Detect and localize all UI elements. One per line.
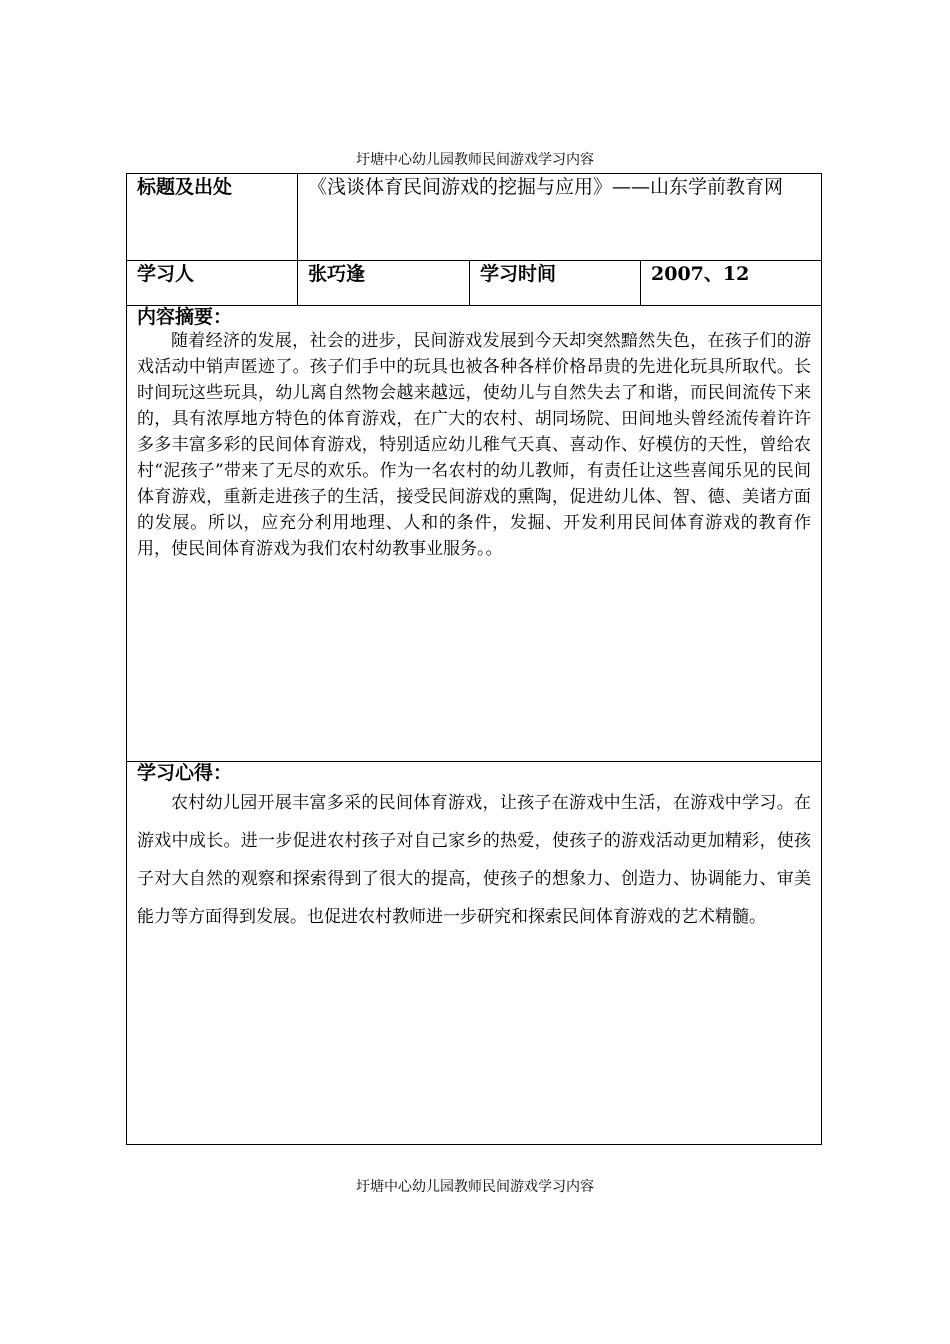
summary-text: 随着经济的发展，社会的进步，民间游戏发展到今天却突然黯然失色，在孩子们的游戏活动中销声匿迹了。孩子们手中的玩具也被各种各样价格昂贵的先进化玩具所取代。长时间玩这些玩具，幼儿离自然物会越来越远，使幼儿与自然失去了和谐，而民间流传下来的，具有浓厚地方特色的体育游戏，在广大的农村、胡同场院、田间地头曾经流传着许许多多丰富多彩的民间体育游戏，特别适应幼儿稚气天真、喜动作、好模仿的天性，曾给农村“泥孩子”带来了无尽的欢乐。作为一名农村的幼儿教师，有责任让这些喜闻乐见的民间体育游戏，重新走进孩子的生活，接受民间游戏的熏陶，促进幼儿体、智、德、美诸方面的发展。所以，应充分利用地理、人和的条件，发掘、开发利用民间体育游戏的教育作用，使民间体育游戏为我们农村幼教事业服务。。 [137,331,812,559]
reflection-label: 学习心得： [137,762,233,784]
study-record-table [126,173,822,1145]
title-value: 《浅谈体育民间游戏的挖掘与应用》——山东学前教育网 [298,174,822,261]
summary-cell [127,306,822,762]
page-footer: 圩塘中心幼儿园教师民间游戏学习内容 [356,1179,594,1195]
title-label: 标题及出处 [127,174,298,261]
summary-row [127,306,822,762]
learner-row [127,261,822,306]
reflection-cell [127,762,822,1145]
learner-label: 学习人 [127,261,298,306]
learner-value: 张巧逢 [298,261,470,306]
page-header: 圩塘中心幼儿园教师民间游戏学习内容 [356,152,594,168]
summary-label: 内容摘要： [137,306,233,328]
reflection-text: 农村幼儿园开展丰富多采的民间体育游戏，让孩子在游戏中生活，在游戏中学习。在游戏中成长。进一步促进农村孩子对自己家乡的热爱，使孩子的游戏活动更加精彩，使孩子对大自然的观察和探索得到了很大的提高，使孩子的想象力、创造力、协调能力、审美能力等方面得到发展。也促进农村教师进一步研究和探索民间体育游戏的艺术精髓。 [137,793,812,927]
reflection-row [127,762,822,1145]
title-row [127,174,822,261]
time-label: 学习时间 [470,261,641,306]
time-value: 2007、12 [641,261,822,306]
